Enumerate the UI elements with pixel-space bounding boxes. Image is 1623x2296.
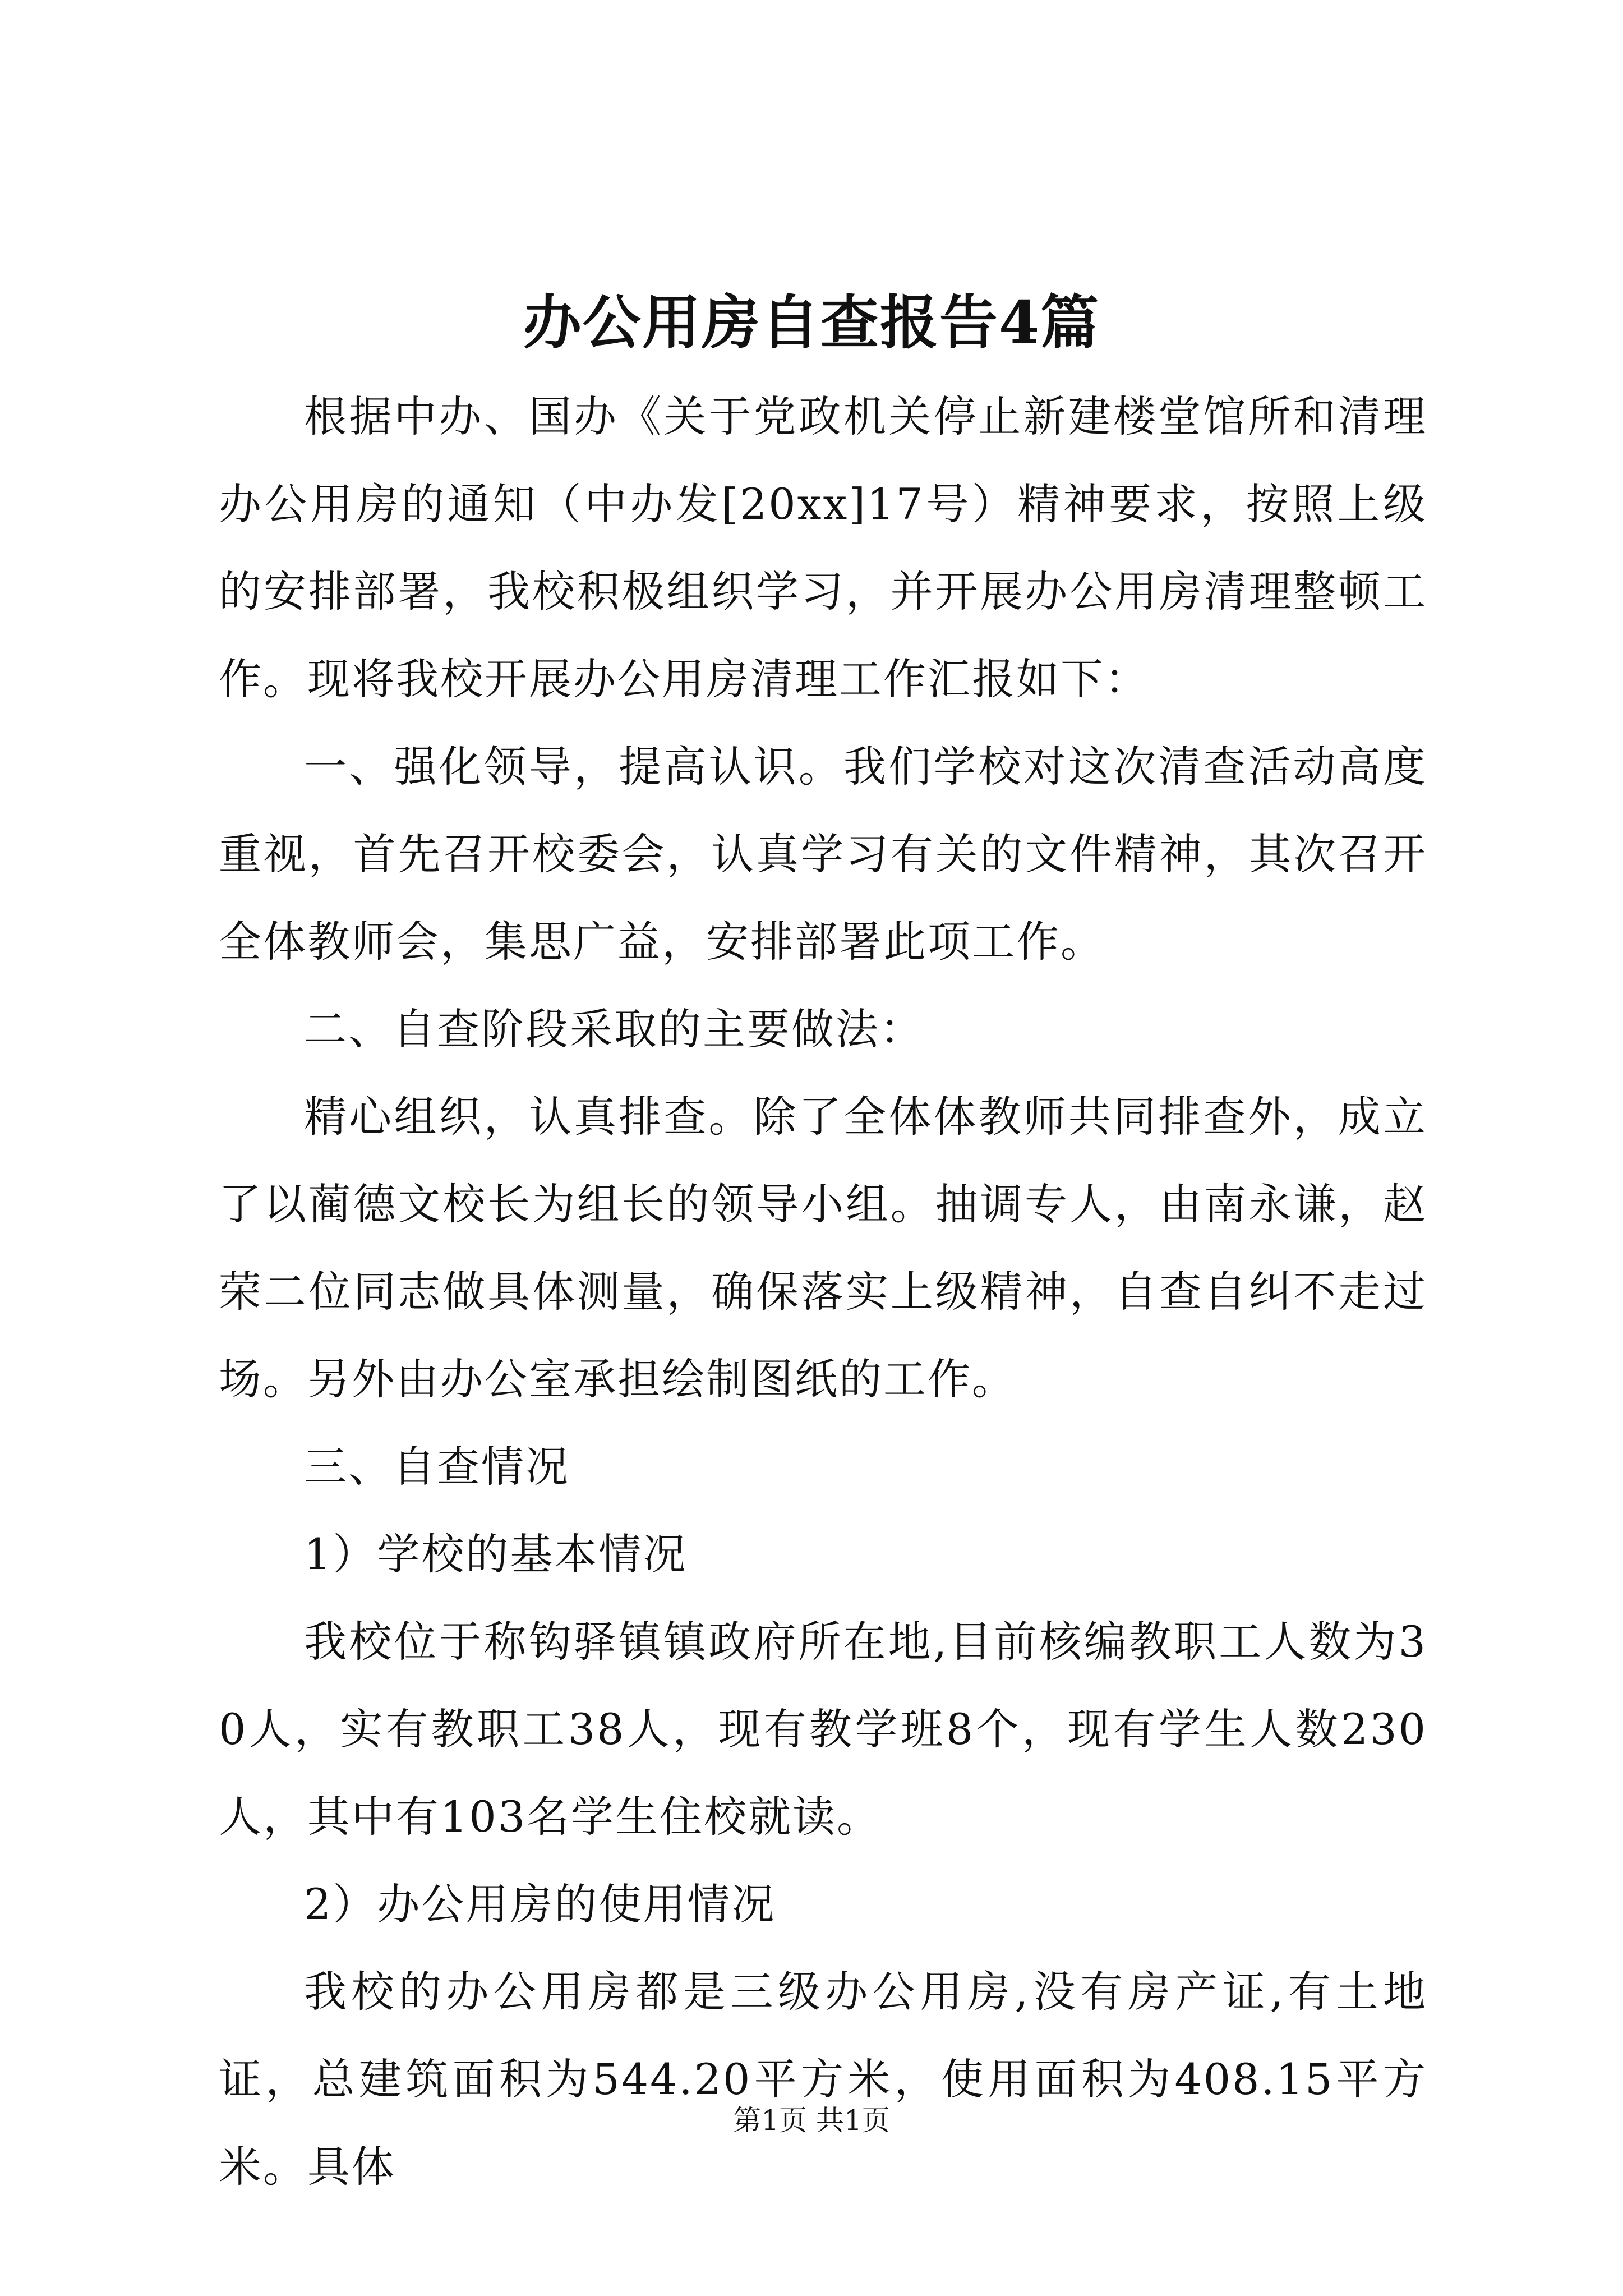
paragraph-subsection-1-heading: 1）学校的基本情况 bbox=[304, 1529, 688, 1579]
document-body bbox=[219, 373, 1427, 2211]
paragraph-section-1: 一、强化领导，提高认识。我们学校对这次清查活动高度重视，首先召开校委会，认真学习有关的文件精神，其次召开全体教师会，集思广益，安排部署此项工作。 bbox=[219, 742, 1427, 967]
page-footer: 第1页 共1页 bbox=[733, 2104, 890, 2137]
paragraph-subsection-2-body: 我校的办公用房都是三级办公用房,没有房产证,有土地证，总建筑面积为544.20平方米，使用面积为408.15平方米。具体 bbox=[219, 1967, 1427, 2192]
paragraph-section-2-heading: 二、自查阶段采取的主要做法： bbox=[304, 1004, 924, 1054]
paragraph-intro: 根据中办、国办《关于党政机关停止新建楼堂馆所和清理办公用房的通知（中办发[20xx]17号）精神要求，按照上级的安排部署，我校积极组织学习，并开展办公用房清理整顿工作。现将我校开展办公用房清理工作汇报如下： bbox=[219, 392, 1427, 704]
paragraph-section-2-body: 精心组织，认真排查。除了全体体教师共同排查外，成立了以蔺德文校长为组长的领导小组。抽调专人，由南永谦，赵荣二位同志做具体测量，确保落实上级精神，自查自纠不走过场。另外由办公室承担绘制图纸的工作。 bbox=[219, 1092, 1427, 1404]
paragraph-subsection-1-body: 我校位于称钩驿镇镇政府所在地,目前核编教职工人数为30人，实有教职工38人，现有教学班8个，现有学生人数230人，其中有103名学生住校就读。 bbox=[219, 1617, 1427, 1842]
document-title: 办公用房自查报告4篇 bbox=[523, 288, 1100, 357]
paragraph-subsection-2-heading: 2）办公用房的使用情况 bbox=[304, 1879, 776, 1929]
paragraph-section-3-heading: 三、自查情况 bbox=[304, 1442, 570, 1492]
